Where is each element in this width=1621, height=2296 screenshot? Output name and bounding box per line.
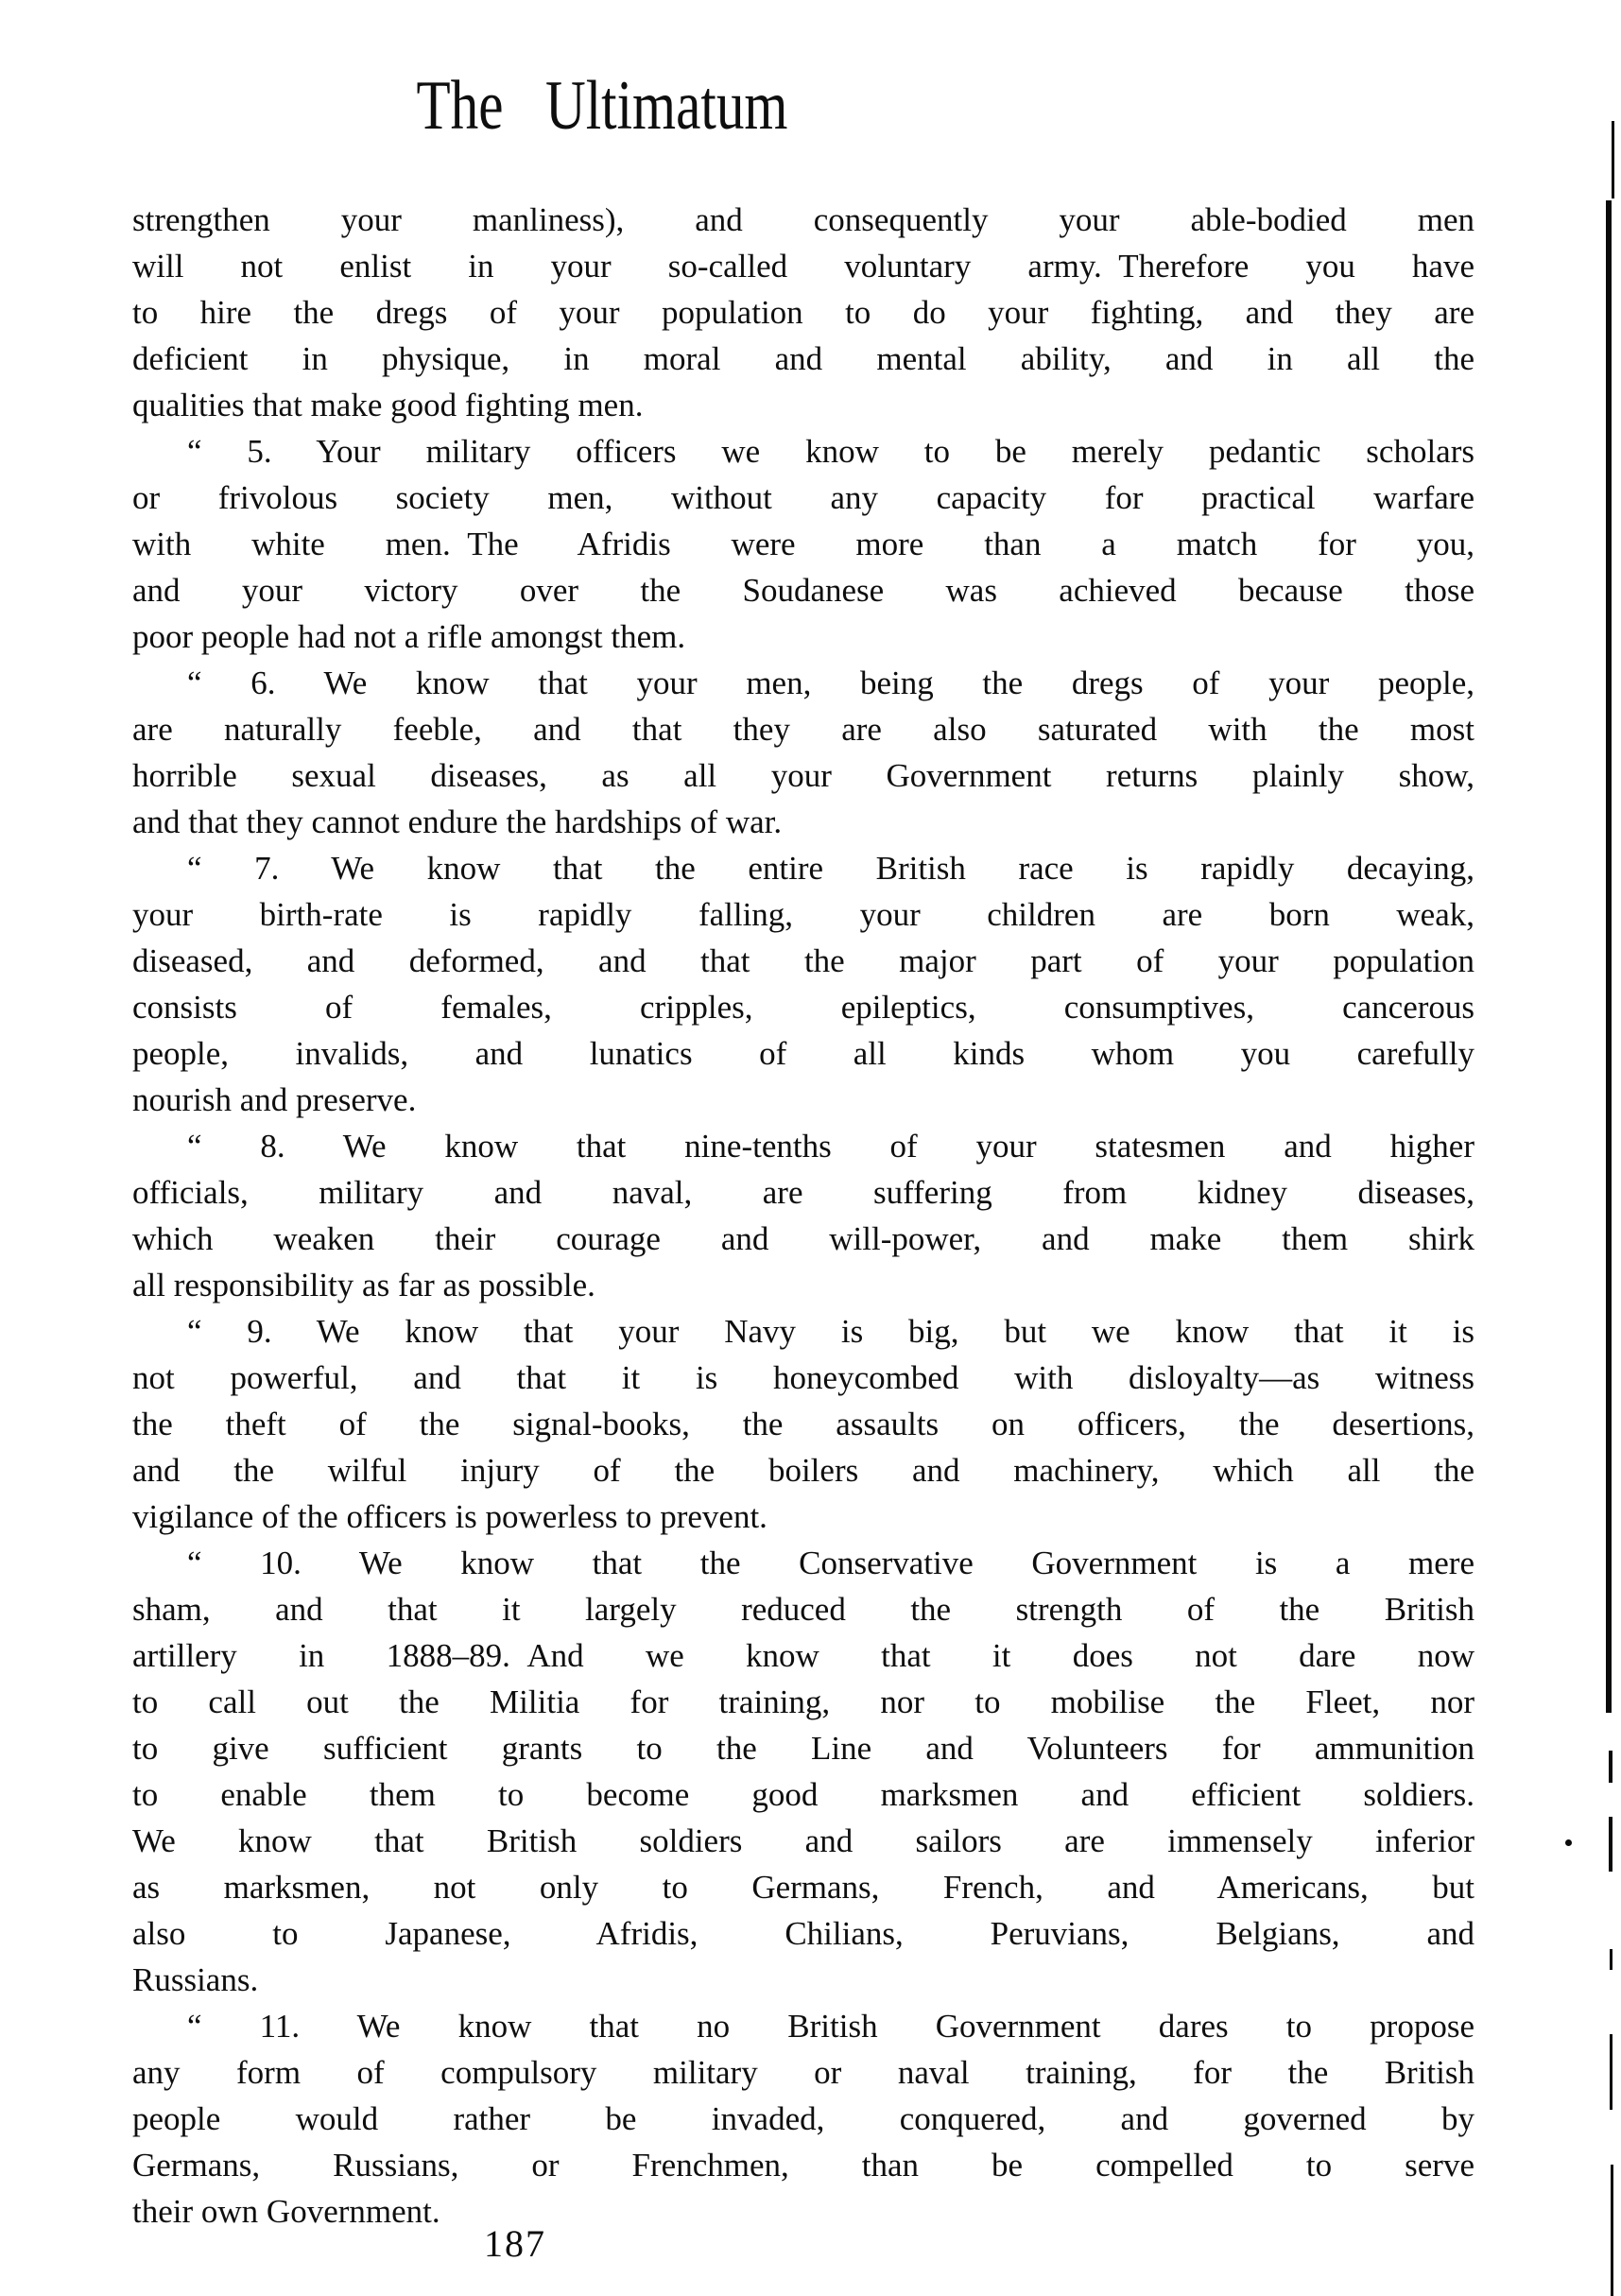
text-line: as marksmen, not only to Germans, French, and Americans, but [132,1869,1474,1906]
text-line: their own Government. [132,2193,440,2230]
text-line: people would rather be invaded, conquered, and governed by [132,2100,1474,2137]
text-line: We know that British soldiers and sailors are immensely inferior [132,1822,1474,1859]
scan-edge-line-top [1612,121,1614,199]
text-line: people, invalids, and lunatics of all kinds whom you carefully [132,1035,1474,1072]
paragraph [132,660,1474,845]
text-line: the theft of the signal-books, the assaults on officers, the desertions, [132,1406,1474,1442]
text-line: and your victory over the Soudanese was achieved because those [132,572,1474,609]
text-line: “ 11. We know that no British Government dares to propose [187,2008,1474,2045]
text-line: artillery in 1888–89. And we know that it does not dare now [132,1637,1474,1674]
text-line: Germans, Russians, or Frenchmen, than be compelled to serve [132,2147,1474,2184]
text-line: to enable them to become good marksmen and efficient soldiers. [132,1776,1474,1813]
text-line: are naturally feeble, and that they are also saturated with the most [132,711,1474,748]
text-line: diseased, and deformed, and that the major part of your population [132,942,1474,979]
scan-edge-line-main [1606,200,1612,1713]
paragraph [132,1308,1474,1540]
text-line: “ 7. We know that the entire British race is rapidly decaying, [187,850,1474,887]
scan-edge-line-segment [1611,2165,1613,2296]
text-line: strengthen your manliness), and consequently your able-bodied men [132,201,1474,238]
text-line: your birth-rate is rapidly falling, your children are born weak, [132,896,1474,933]
text-line: qualities that make good fighting men. [132,387,644,423]
text-line: horrible sexual diseases, as all your Government returns plainly show, [132,757,1474,794]
scan-speck [1565,1839,1572,1846]
scan-edge-line-segment [1610,1949,1612,1970]
text-line: “ 5. Your military officers we know to be merely pedantic scholars [187,433,1474,470]
page-number: 187 [484,2222,546,2265]
text-line: deficient in physique, in moral and mental ability, and in all the [132,340,1474,377]
text-line: and the wilful injury of the boilers and machinery, which all the [132,1452,1474,1489]
text-block [132,197,1474,2235]
text-line: not powerful, and that it is honeycombed with disloyalty—as witness [132,1359,1474,1396]
text-line: to hire the dregs of your population to do your fighting, and they are [132,294,1474,331]
paragraph [132,845,1474,1123]
paragraph [132,197,1474,428]
text-line: “ 6. We know that your men, being the dregs of your people, [187,665,1474,701]
text-line: “ 9. We know that your Navy is big, but we know that it is [187,1313,1474,1350]
text-line: also to Japanese, Afridis, Chilians, Peruvians, Belgians, and [132,1915,1474,1952]
text-line: which weaken their courage and will-power, and make them shirk [132,1220,1474,1257]
text-line: “ 10. We know that the Conservative Government is a mere [187,1545,1474,1581]
paragraph [132,428,1474,660]
text-line: vigilance of the officers is powerless to prevent. [132,1498,767,1535]
text-line: poor people had not a rifle amongst them. [132,618,686,655]
scan-edge-line-segment [1609,1751,1612,1783]
text-line: or frivolous society men, without any capacity for practical warfare [132,479,1474,516]
paragraph [132,2003,1474,2235]
scan-edge-line-segment [1610,2034,1612,2110]
page-title: The Ultimatum [416,67,788,145]
paragraph [132,1540,1474,2003]
text-line: officials, military and naval, are suffering from kidney diseases, [132,1174,1474,1211]
text-line: any form of compulsory military or naval training, for the British [132,2054,1474,2091]
text-line: to give sufficient grants to the Line and Volunteers for ammunition [132,1730,1474,1767]
text-line: Russians. [132,1961,259,1998]
text-line: all responsibility as far as possible. [132,1267,595,1303]
text-line: and that they cannot endure the hardships of war. [132,803,783,840]
text-line: consists of females, cripples, epileptics, consumptives, cancerous [132,989,1474,1026]
scan-edge-line-segment [1609,1817,1612,1872]
text-line: with white men. The Afridis were more than a match for you, [132,526,1474,562]
text-line: will not enlist in your so-called voluntary army. Therefore you have [132,248,1474,285]
text-line: “ 8. We know that nine-tenths of your statesmen and higher [187,1128,1474,1165]
text-line: sham, and that it largely reduced the strength of the British [132,1591,1474,1628]
text-line: nourish and preserve. [132,1081,417,1118]
paragraph [132,1123,1474,1308]
text-line: to call out the Militia for training, nor to mobilise the Fleet, nor [132,1683,1474,1720]
